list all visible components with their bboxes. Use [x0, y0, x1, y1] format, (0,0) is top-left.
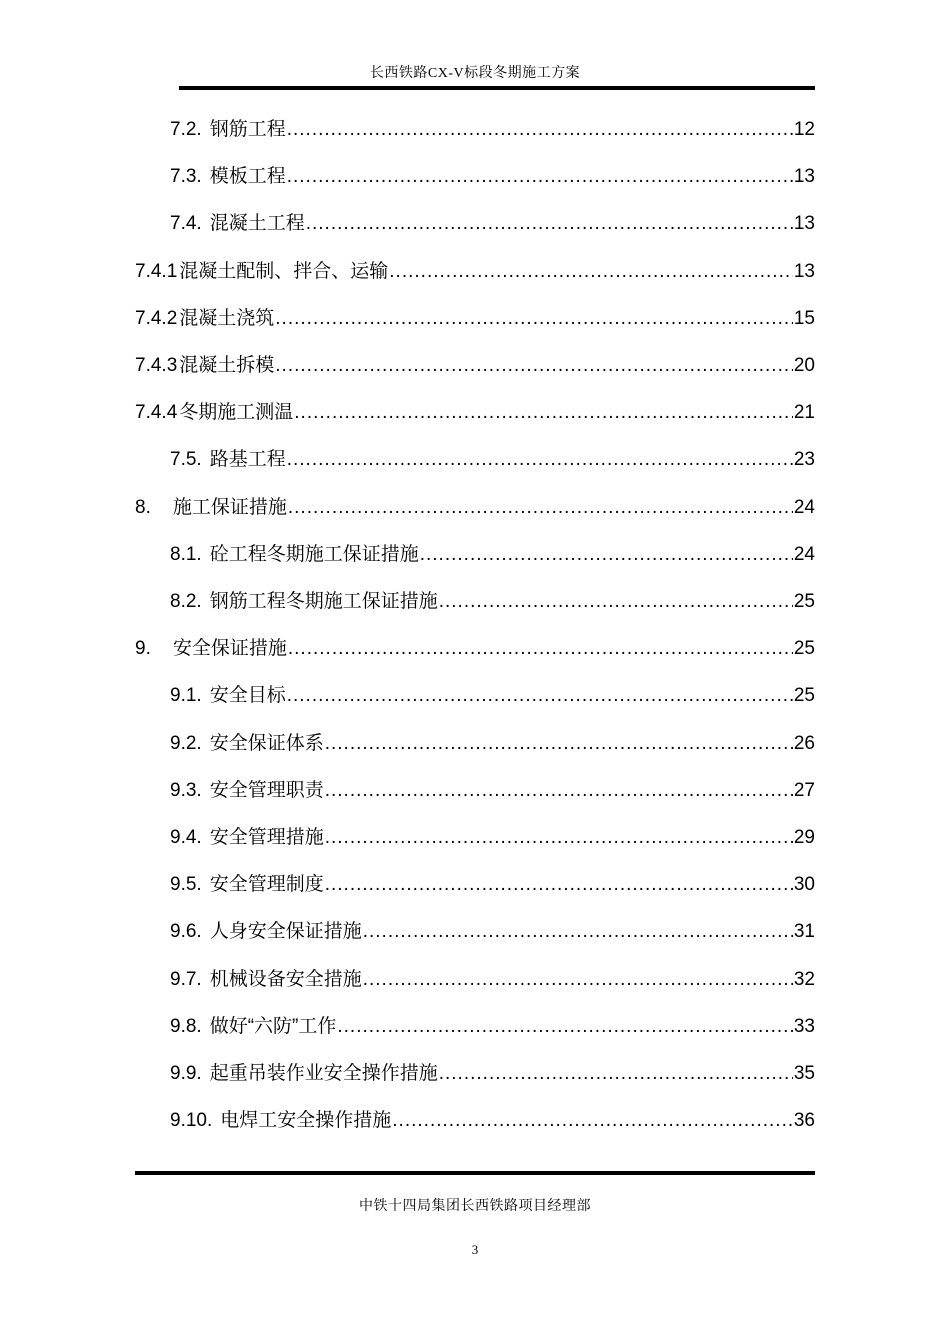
- toc-entry-label: [135, 494, 287, 522]
- toc-entry[interactable]: [170, 116, 815, 144]
- toc-entry-label: [170, 116, 286, 144]
- toc-entry-page: 12: [793, 119, 815, 140]
- toc-entry-title: 混凝土浇筑: [179, 307, 275, 329]
- toc-entry-label: [135, 258, 388, 286]
- toc-entry-title: 冬期施工测温: [179, 402, 294, 424]
- toc-entry-label: [170, 824, 324, 852]
- footer-rule: [135, 1171, 815, 1175]
- toc-entry[interactable]: [170, 730, 815, 758]
- toc-entry-page: 26: [793, 732, 815, 754]
- toc-entry-number: 8.2.: [170, 591, 202, 612]
- toc-dot-leader: [389, 258, 793, 286]
- toc-entry-number: 7.2.: [170, 119, 202, 140]
- toc-entry-title: 模板工程: [209, 166, 286, 188]
- toc-entry-label: [135, 399, 293, 427]
- toc-entry-label: [170, 918, 362, 946]
- toc-entry[interactable]: [170, 588, 815, 616]
- toc-entry-title: 起重吊装作业安全操作措施: [209, 1063, 438, 1084]
- toc-entry-label: [170, 541, 419, 569]
- toc-entry-title: 安全管理措施: [209, 827, 324, 848]
- toc-entry-page: 23: [793, 449, 815, 471]
- header-rule: [179, 86, 815, 90]
- toc-entry-number: 7.4.1: [135, 260, 178, 282]
- toc-entry-number: 9.3.: [170, 779, 202, 801]
- toc-entry-title: 钢筋工程: [209, 119, 286, 140]
- toc-dot-leader: [287, 446, 793, 474]
- toc-dot-leader: [439, 588, 793, 616]
- toc-entry[interactable]: [170, 446, 815, 474]
- toc-entry-label: [170, 730, 324, 758]
- toc-entry-title: 人身安全保证措施: [209, 921, 362, 943]
- toc-entry[interactable]: [170, 541, 815, 569]
- toc-dot-leader: [288, 635, 793, 663]
- footer-page-number: 3: [471, 1242, 479, 1257]
- toc-entry[interactable]: [170, 824, 815, 852]
- toc-dot-leader: [325, 871, 793, 899]
- toc-entry-number: 9.10.: [170, 1110, 213, 1132]
- toc-entry-page: 25: [793, 685, 815, 707]
- toc-entry-number: 9.9.: [170, 1063, 202, 1084]
- toc-entry-number: 9.2.: [170, 732, 202, 754]
- toc-entry-page: 21: [793, 402, 815, 424]
- toc-entry-page: 30: [793, 874, 815, 896]
- toc-entry-label: [170, 871, 324, 899]
- toc-entry-label: [170, 1107, 391, 1135]
- toc-entry-number: 7.4.4: [135, 402, 178, 424]
- toc-dot-leader: [287, 682, 793, 710]
- toc-entry[interactable]: [170, 163, 815, 191]
- toc-entry-title: 钢筋工程冬期施工保证措施: [209, 591, 438, 612]
- toc-entry-label: [170, 777, 324, 805]
- toc-dot-leader: [392, 1107, 793, 1135]
- toc-dot-leader: [363, 918, 793, 946]
- toc-entry-page: 15: [793, 307, 815, 329]
- toc-entry-title: 混凝土配制、拌合、运输: [179, 260, 389, 282]
- toc-entry-number: 9.4.: [170, 827, 202, 848]
- toc-entry-label: [135, 305, 274, 333]
- toc-entry-number: 7.4.2: [135, 307, 178, 329]
- header-title: 长西铁路CX-V标段冬期施工方案: [369, 66, 581, 81]
- toc-dot-leader: [439, 1060, 793, 1088]
- toc-entry-number: 9.1.: [170, 685, 202, 707]
- toc-entry-number: 7.5.: [170, 449, 202, 471]
- toc-entry-label: [170, 163, 286, 191]
- toc-entry-title: 施工保证措施: [172, 496, 287, 518]
- toc-entry-title: 安全保证体系: [209, 732, 324, 754]
- toc-entry-number: 7.4.3: [135, 355, 178, 376]
- toc-dot-leader: [363, 966, 793, 994]
- toc-entry-page: 36: [793, 1110, 815, 1132]
- toc-entry-title: 混凝土工程: [209, 213, 305, 235]
- toc-entry-page: 27: [793, 779, 815, 801]
- toc-entry[interactable]: [170, 210, 815, 238]
- toc-entry-title: 做好“六防”工作: [209, 1015, 337, 1037]
- toc-dot-leader: [325, 777, 793, 805]
- toc-entry-title: 砼工程冬期施工保证措施: [209, 543, 419, 565]
- toc-entry-page: 35: [793, 1063, 815, 1084]
- toc-entry-number: 9.8.: [170, 1015, 202, 1037]
- toc-entry[interactable]: [135, 305, 815, 333]
- toc-entry-label: [170, 966, 362, 994]
- toc-entry-title: 安全管理职责: [209, 779, 324, 801]
- toc-entry-title: 路基工程: [209, 449, 286, 471]
- toc-entry-number: 7.4.: [170, 213, 202, 235]
- toc-entry[interactable]: [170, 966, 815, 994]
- toc-entry-title: 电焊工安全操作措施: [220, 1110, 392, 1132]
- toc-entry-number: 9.5.: [170, 874, 202, 896]
- toc-entry-label: [170, 210, 305, 238]
- toc-entry-label: [135, 352, 274, 380]
- toc-entry-number: 9.6.: [170, 921, 202, 943]
- toc-entry-number: 7.3.: [170, 166, 202, 188]
- toc-entry-page: 24: [793, 543, 815, 565]
- toc-entry-page: 32: [793, 968, 815, 990]
- toc-dot-leader: [288, 494, 793, 522]
- toc-entry[interactable]: [135, 258, 815, 286]
- toc-entry-page: 31: [793, 921, 815, 943]
- toc-entry-page: 33: [793, 1015, 815, 1037]
- toc-entry-page: 13: [793, 260, 815, 282]
- toc-entry[interactable]: [170, 871, 815, 899]
- toc-entry-label: [170, 1013, 336, 1041]
- toc-dot-leader: [287, 163, 793, 191]
- toc-entry-page: 29: [793, 827, 815, 848]
- toc-dot-leader: [420, 541, 793, 569]
- toc-entry-label: [170, 1060, 438, 1088]
- toc-entry-page: 25: [793, 638, 815, 660]
- toc-entry-title: 安全目标: [209, 685, 286, 707]
- toc-dot-leader: [287, 116, 793, 144]
- toc-entry-page: 13: [793, 166, 815, 188]
- toc-dot-leader: [294, 399, 793, 427]
- toc-entry[interactable]: [170, 918, 815, 946]
- toc-entry-page: 24: [793, 496, 815, 518]
- toc-entry[interactable]: [170, 1060, 815, 1088]
- toc-dot-leader: [275, 352, 793, 380]
- toc-dot-leader: [325, 730, 793, 758]
- toc-entry-number: 8.1.: [170, 543, 202, 565]
- toc-dot-leader: [306, 210, 793, 238]
- toc-entry[interactable]: [170, 1013, 815, 1041]
- footer-organization: 中铁十四局集团长西铁路项目经理部: [359, 1199, 591, 1214]
- toc-entry-page: 25: [793, 591, 815, 612]
- toc-entry[interactable]: [135, 635, 815, 663]
- toc-entry[interactable]: [170, 682, 815, 710]
- toc-entry-number: 8.: [135, 496, 151, 518]
- toc-entry-label: [170, 682, 286, 710]
- toc-entry[interactable]: [135, 399, 815, 427]
- toc-entry[interactable]: [135, 352, 815, 380]
- toc-dot-leader: [275, 305, 793, 333]
- toc-entry-label: [135, 635, 287, 663]
- toc-dot-leader: [325, 824, 793, 852]
- toc-entry-number: 9.: [135, 638, 151, 660]
- toc-dot-leader: [337, 1013, 793, 1041]
- toc-entry[interactable]: [170, 1107, 815, 1135]
- toc-entry-number: 9.7.: [170, 968, 202, 990]
- toc-entry-title: 安全管理制度: [209, 874, 324, 896]
- toc-entry-title: 安全保证措施: [172, 638, 287, 660]
- toc-entry-title: 混凝土拆模: [179, 355, 275, 376]
- toc-entry-page: 13: [793, 213, 815, 235]
- toc-entry-label: [170, 446, 286, 474]
- toc-entry[interactable]: [135, 494, 815, 522]
- toc-entry-label: [170, 588, 438, 616]
- toc-entry-title: 机械设备安全措施: [209, 968, 362, 990]
- toc-entry[interactable]: [170, 777, 815, 805]
- toc-entry-page: 20: [793, 355, 815, 376]
